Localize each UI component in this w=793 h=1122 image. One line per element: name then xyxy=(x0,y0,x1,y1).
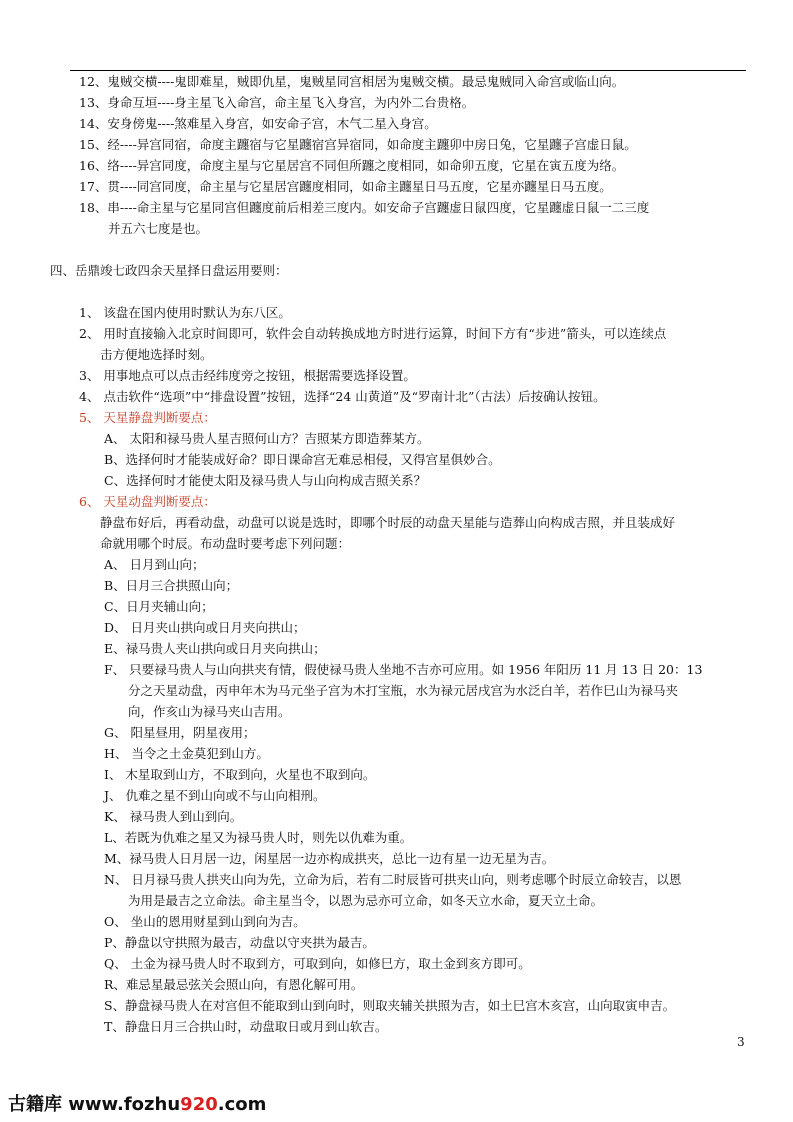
footer-brand: 古籍库 xyxy=(8,1094,62,1115)
text-line: 6、 天星动盘判断要点： xyxy=(79,494,216,509)
text-line: N、 日月禄马贵人拱夹山向为先，立命为后，若有二时辰皆可拱夹山向，则考虑哪个时辰立命较吉，以恩 xyxy=(104,872,682,887)
text-line: A、 太阳和禄马贵人星吉照何山方？吉照某方即造葬某方。 xyxy=(104,431,430,446)
text-line: J、 仇难之星不到山向或不与山向相刑。 xyxy=(104,788,326,803)
text-line: 为用是最吉之立命法。命主星当令，以恩为忌亦可立命，如冬天立水命，夏天立土命。 xyxy=(128,893,604,908)
text-line: 13、身命互垣----身主星飞入命宫，命主星飞入身宫，为内外二台贵格。 xyxy=(79,95,475,110)
text-line: 18、串----命主星与它星同宫但躔度前后相差三度内。如安命子宫躔虚日鼠四度，它星躔虚日鼠一二三度 xyxy=(79,200,650,215)
header-rule xyxy=(70,70,746,71)
text-line: C、选择何时才能使太阳及禄马贵人与山向构成吉照关系？ xyxy=(104,473,427,488)
text-line: R、难忌星最忌弦关会照山向，有恩化解可用。 xyxy=(104,977,364,992)
text-line: G、 阳星昼用，阴星夜用； xyxy=(104,725,256,740)
footer-url-suffix: .com xyxy=(217,1094,267,1115)
text-line: 向，作亥山为禄马夹山吉用。 xyxy=(128,704,291,719)
text-line: K、 禄马贵人到山到向。 xyxy=(104,809,243,824)
text-line: 静盘布好后，再看动盘，动盘可以说是选时，即哪个时辰的动盘天星能与造葬山向构成吉照，并且装成好 xyxy=(100,515,676,530)
text-line: F、 只要禄马贵人与山向拱夹有情，假使禄马贵人坐地不吉亦可应用。如 1956 年阳历 11 月 13 日 20：13 xyxy=(104,662,703,677)
text-line: M、禄马贵人日月居一边，闲星居一边亦构成拱夹，总比一边有星一边无星为吉。 xyxy=(104,851,555,866)
text-line: 击方便地选择时刻。 xyxy=(100,347,213,362)
text-line: 并五六七度是也。 xyxy=(108,221,209,236)
footer-url-number: 920 xyxy=(180,1094,218,1115)
page-number: 3 xyxy=(737,1035,745,1049)
text-line: I、 木星取到山方，不取到向，火星也不取到向。 xyxy=(104,767,376,782)
text-line: L、若既为仇难之星又为禄马贵人时，则先以仇难为重。 xyxy=(104,830,413,845)
text-line: 分之天星动盘，丙申年木为马元坐子宫为木打宝瓶，水为禄元居戌宫为水泛白羊，若作巳山为禄马夹 xyxy=(128,683,679,698)
text-line: B、选择何时才能装成好命？即日课命宫无难忌相侵，又得宫星俱妙合。 xyxy=(104,452,501,467)
text-line: Q、 土金为禄马贵人时不取到方，可取到向，如修巳方，取土金到亥方即可。 xyxy=(104,956,531,971)
footer-watermark xyxy=(8,1090,266,1116)
text-line: 3、 用事地点可以点击经纬度旁之按钮，根据需要选择设置。 xyxy=(79,368,416,383)
text-line: D、 日月夹山拱向或日月夹向拱山； xyxy=(104,620,306,635)
text-line: 2、 用时直接输入北京时间即可，软件会自动转换成地方时进行运算，时间下方有“步进”箭头，可以连续点 xyxy=(79,326,667,341)
text-line: E、禄马贵人夹山拱向或日月夹向拱山； xyxy=(104,641,326,656)
text-line: C、日月夹辅山向； xyxy=(104,599,214,614)
text-line: P、静盘以守拱照为最吉，动盘以守夹拱为最吉。 xyxy=(104,935,375,950)
text-line: 1、 该盘在国内使用时默认为东八区。 xyxy=(79,305,291,320)
text-line: H、 当令之土金莫犯到山方。 xyxy=(104,746,269,761)
text-line: S、静盘禄马贵人在对宫但不能取到山到向时，则取夹辅关拱照为吉，如土巳宫木亥宫，山向取寅申吉。 xyxy=(104,998,676,1013)
footer-url-prefix: www.fozhu xyxy=(68,1094,181,1115)
text-line: T、静盘日月三合拱山时，动盘取日或月到山软吉。 xyxy=(104,1019,388,1034)
text-line: 命就用哪个时辰。布动盘时要考虑下列问题： xyxy=(100,536,351,551)
text-line: 16、络----异宫同度，命度主星与它星居宫不同但所躔之度相同，如命卯五度，它星在寅五度为络。 xyxy=(79,158,625,173)
text-line: B、日月三合拱照山向； xyxy=(104,578,239,593)
text-line: 4、 点击软件“选项”中“排盘设置”按钮，选择“24 山黄道”及“罗南计北”（古法）后按确认按钮。 xyxy=(79,389,606,404)
text-line: A、 日月到山向； xyxy=(104,557,205,572)
text-line: O、 坐山的恩用财星到山到向为吉。 xyxy=(104,914,306,929)
text-line: 12、鬼贼交横----鬼即难星，贼即仇星，鬼贼星同宫相居为鬼贼交横。最忌鬼贼同入命宫或临山向。 xyxy=(79,74,625,89)
section-heading: 四、岳鼎竣七政四余天星择日盘运用要则： xyxy=(50,263,288,278)
text-line: 5、 天星静盘判断要点： xyxy=(79,410,216,425)
text-line: 15、经----异宫同宿，命度主躔宿与它星躔宿宫异宿同，如命度主躔卯中房日兔，它星躔子宫虚日鼠。 xyxy=(79,137,637,152)
text-line: 17、贯----同宫同度，命主星与它星居宫躔度相同，如命主躔星日马五度，它星亦躔星日马五度。 xyxy=(79,179,612,194)
text-line: 14、安身傍鬼----煞难星入身宫，如安命子宫，木气二星入身宫。 xyxy=(79,116,437,131)
